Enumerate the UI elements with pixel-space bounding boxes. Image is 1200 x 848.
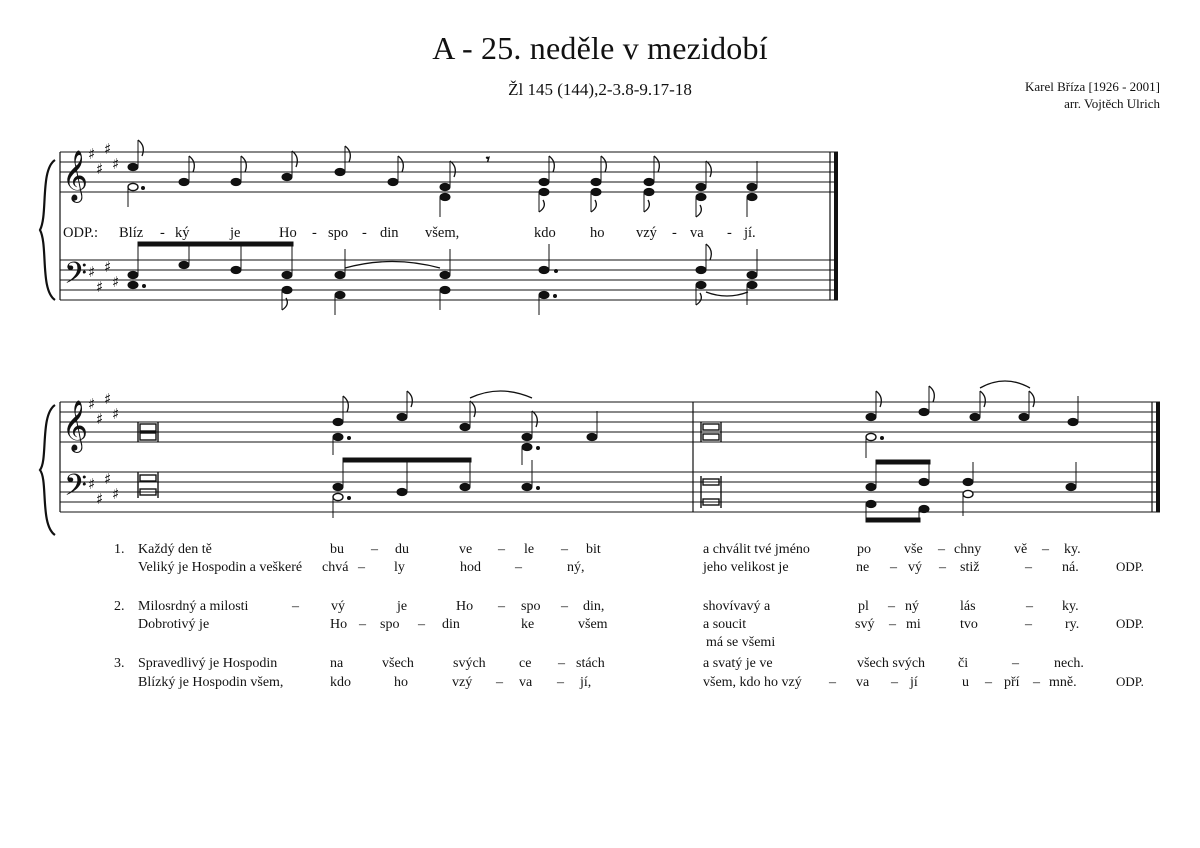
system-1 xyxy=(40,140,838,315)
svg-text:lás: lás xyxy=(960,599,976,614)
svg-text:Blízký je Hospodin všem,: Blízký je Hospodin všem, xyxy=(138,675,284,690)
svg-text:–: – xyxy=(292,599,299,614)
svg-text:nech.: nech. xyxy=(1054,656,1084,671)
svg-text:–: – xyxy=(1026,599,1033,614)
svg-text:♯: ♯ xyxy=(104,140,112,158)
svg-text:Veliký je Hospodin a veškeré: Veliký je Hospodin a veškeré xyxy=(138,560,303,575)
verse-odp-marker: ODP. xyxy=(1116,616,1144,631)
svg-text:kdo: kdo xyxy=(330,675,351,690)
system-brace xyxy=(40,160,55,300)
recitation-chord-2 xyxy=(701,422,721,508)
svg-text:a chválit tvé jméno: a chválit tvé jméno xyxy=(703,542,810,557)
svg-text:–: – xyxy=(939,560,946,575)
svg-text:♯: ♯ xyxy=(112,155,120,173)
response-lyrics xyxy=(63,225,756,241)
svg-text:je: je xyxy=(397,599,408,614)
svg-text:má se všemi: má se všemi xyxy=(706,635,776,650)
svg-text:♯: ♯ xyxy=(88,395,96,413)
svg-text:shovívavý a: shovívavý a xyxy=(703,599,771,614)
verse-odp-marker: ODP. xyxy=(1116,674,1144,689)
composer-name: Karel Bříza [1926 - 2001] xyxy=(1024,79,1160,94)
svg-text:♯: ♯ xyxy=(96,410,104,428)
svg-text:Milosrdný a milosti: Milosrdný a milosti xyxy=(138,599,249,614)
bass-clef-icon-2: 𝄢 xyxy=(64,469,88,510)
svg-text:ve: ve xyxy=(459,542,473,557)
svg-text:♯: ♯ xyxy=(96,490,104,508)
svg-text:–: – xyxy=(558,656,565,671)
svg-text:jí: jí xyxy=(910,675,918,690)
svg-text:–: – xyxy=(1042,542,1049,557)
treble-notes-upper xyxy=(128,140,757,191)
svg-text:Ho: Ho xyxy=(456,599,474,614)
svg-text:u: u xyxy=(962,675,969,690)
svg-text:či: či xyxy=(958,656,969,671)
treble-clef-icon: 𝄞 xyxy=(62,150,89,201)
verse-number: 3. xyxy=(114,656,125,671)
verse-number: 1. xyxy=(114,542,125,557)
cadence-2-bass xyxy=(866,460,1076,522)
svg-text:♯: ♯ xyxy=(88,263,96,281)
svg-text:mi: mi xyxy=(906,617,921,632)
psalm-reference: Žl 145 (144),2-3.8-9.17-18 xyxy=(508,80,692,99)
cadence-1-bass xyxy=(333,458,540,518)
svg-text:tvo: tvo xyxy=(960,617,978,632)
response-label: ODP.: xyxy=(63,225,99,241)
svg-text:po: po xyxy=(857,542,871,557)
svg-text:–: – xyxy=(888,599,895,614)
svg-text:jí,: jí, xyxy=(580,675,592,690)
cadence-2-treble xyxy=(866,381,1078,458)
svg-text:–: – xyxy=(985,675,992,690)
svg-text:Každý den tě: Každý den tě xyxy=(138,542,212,557)
svg-text:pl: pl xyxy=(858,599,869,614)
svg-text:♯: ♯ xyxy=(112,273,120,291)
svg-text:–: – xyxy=(561,542,568,557)
svg-text:jeho velikost je: jeho velikost je xyxy=(703,560,789,575)
svg-text:din: din xyxy=(380,225,399,241)
verses xyxy=(114,542,1144,690)
svg-text:a soucit: a soucit xyxy=(703,617,747,632)
verse-3 xyxy=(114,656,1144,690)
svg-text:–: – xyxy=(891,675,898,690)
svg-text:vzý: vzý xyxy=(452,675,473,690)
svg-text:kdo: kdo xyxy=(534,225,556,241)
bass-notes xyxy=(128,242,757,315)
svg-text:𝄾: 𝄾 xyxy=(486,152,490,168)
system-brace-2 xyxy=(40,405,55,535)
svg-text:–: – xyxy=(890,560,897,575)
system-2 xyxy=(40,381,1160,535)
svg-text:pří: pří xyxy=(1004,675,1020,690)
svg-text:ly: ly xyxy=(394,560,405,575)
svg-text:♯: ♯ xyxy=(104,390,112,408)
svg-text:♯: ♯ xyxy=(112,405,120,423)
svg-text:mně.: mně. xyxy=(1049,675,1077,690)
svg-text:Blíz: Blíz xyxy=(119,225,144,241)
bass-staff xyxy=(60,260,838,300)
svg-text:Ho: Ho xyxy=(279,225,297,241)
svg-text:du: du xyxy=(395,542,409,557)
svg-text:♯: ♯ xyxy=(88,475,96,493)
svg-text:vše: vše xyxy=(904,542,923,557)
svg-text:va: va xyxy=(519,675,533,690)
svg-text:všem, kdo ho vzý: všem, kdo ho vzý xyxy=(703,675,802,690)
svg-text:chny: chny xyxy=(954,542,982,557)
svg-text:–: – xyxy=(496,675,503,690)
bass-staff-2 xyxy=(60,472,1160,512)
svg-text:-: - xyxy=(312,225,317,241)
svg-text:vzý: vzý xyxy=(636,225,657,241)
svg-text:–: – xyxy=(371,542,378,557)
svg-text:svých: svých xyxy=(453,656,486,671)
svg-text:ce: ce xyxy=(519,656,532,671)
svg-text:–: – xyxy=(359,617,366,632)
svg-text:♯: ♯ xyxy=(112,485,120,503)
svg-text:ky.: ky. xyxy=(1064,542,1081,557)
treble-clef-icon-2: 𝄞 xyxy=(62,400,89,451)
svg-text:din,: din, xyxy=(583,599,605,614)
verse-number: 2. xyxy=(114,599,125,614)
svg-text:–: – xyxy=(358,560,365,575)
svg-text:ná.: ná. xyxy=(1062,560,1079,575)
svg-text:spo: spo xyxy=(380,617,400,632)
svg-text:–: – xyxy=(938,542,945,557)
verse-odp-marker: ODP. xyxy=(1116,559,1144,574)
svg-text:din: din xyxy=(442,617,460,632)
svg-text:hod: hod xyxy=(460,560,481,575)
svg-text:ne: ne xyxy=(856,560,870,575)
bass-clef-icon: 𝄢 xyxy=(64,257,88,298)
svg-text:–: – xyxy=(561,599,568,614)
svg-text:-: - xyxy=(727,225,732,241)
svg-text:va: va xyxy=(856,675,870,690)
svg-text:–: – xyxy=(889,617,896,632)
arranger-name: arr. Vojtěch Ulrich xyxy=(1064,96,1160,111)
svg-text:vý: vý xyxy=(908,560,922,575)
svg-text:–: – xyxy=(1025,560,1032,575)
svg-text:chvá: chvá xyxy=(322,560,349,575)
svg-text:a svatý je ve: a svatý je ve xyxy=(703,656,773,671)
svg-text:♯: ♯ xyxy=(96,160,104,178)
svg-text:stách: stách xyxy=(576,656,605,671)
svg-text:Dobrotivý je: Dobrotivý je xyxy=(138,617,210,632)
svg-text:spo: spo xyxy=(328,225,349,241)
treble-staff-2 xyxy=(60,402,1160,442)
svg-text:ný: ný xyxy=(905,599,919,614)
svg-text:–: – xyxy=(418,617,425,632)
svg-text:ry.: ry. xyxy=(1065,617,1080,632)
svg-text:–: – xyxy=(557,675,564,690)
svg-text:–: – xyxy=(498,599,505,614)
svg-text:vý: vý xyxy=(331,599,345,614)
svg-text:bu: bu xyxy=(330,542,344,557)
svg-text:spo: spo xyxy=(521,599,541,614)
svg-text:stiž: stiž xyxy=(960,560,980,575)
svg-text:vě: vě xyxy=(1014,542,1028,557)
svg-text:–: – xyxy=(1012,656,1019,671)
svg-text:ký: ký xyxy=(175,225,190,241)
svg-text:je: je xyxy=(230,225,241,241)
svg-text:všech svých: všech svých xyxy=(857,656,926,671)
svg-text:ho: ho xyxy=(394,675,408,690)
svg-text:–: – xyxy=(1025,617,1032,632)
svg-text:–: – xyxy=(498,542,505,557)
svg-text:♯: ♯ xyxy=(96,278,104,296)
svg-text:-: - xyxy=(160,225,165,241)
svg-text:ný,: ný, xyxy=(567,560,585,575)
svg-text:-: - xyxy=(672,225,677,241)
svg-text:–: – xyxy=(515,560,522,575)
verse-1 xyxy=(114,542,1144,575)
svg-text:–: – xyxy=(1033,675,1040,690)
svg-text:svý: svý xyxy=(855,617,875,632)
svg-text:bit: bit xyxy=(586,542,601,557)
page-title: A - 25. neděle v mezidobí xyxy=(432,30,768,66)
svg-text:na: na xyxy=(330,656,344,671)
svg-text:všem: všem xyxy=(578,617,608,632)
svg-text:♯: ♯ xyxy=(88,145,96,163)
svg-text:všech: všech xyxy=(382,656,414,671)
svg-text:Ho: Ho xyxy=(330,617,348,632)
svg-text:va: va xyxy=(690,225,704,241)
svg-text:–: – xyxy=(829,675,836,690)
verse-2 xyxy=(114,599,1144,650)
svg-text:jí.: jí. xyxy=(744,225,756,241)
svg-text:všem,: všem, xyxy=(425,225,460,241)
svg-text:-: - xyxy=(362,225,367,241)
recitation-chord-1 xyxy=(138,422,158,498)
svg-text:ky.: ky. xyxy=(1062,599,1079,614)
svg-text:♯: ♯ xyxy=(104,258,112,276)
svg-text:le: le xyxy=(524,542,535,557)
svg-text:ho: ho xyxy=(590,225,605,241)
svg-text:ke: ke xyxy=(521,617,535,632)
svg-text:Spravedlivý je Hospodin: Spravedlivý je Hospodin xyxy=(138,656,278,671)
svg-text:♯: ♯ xyxy=(104,470,112,488)
